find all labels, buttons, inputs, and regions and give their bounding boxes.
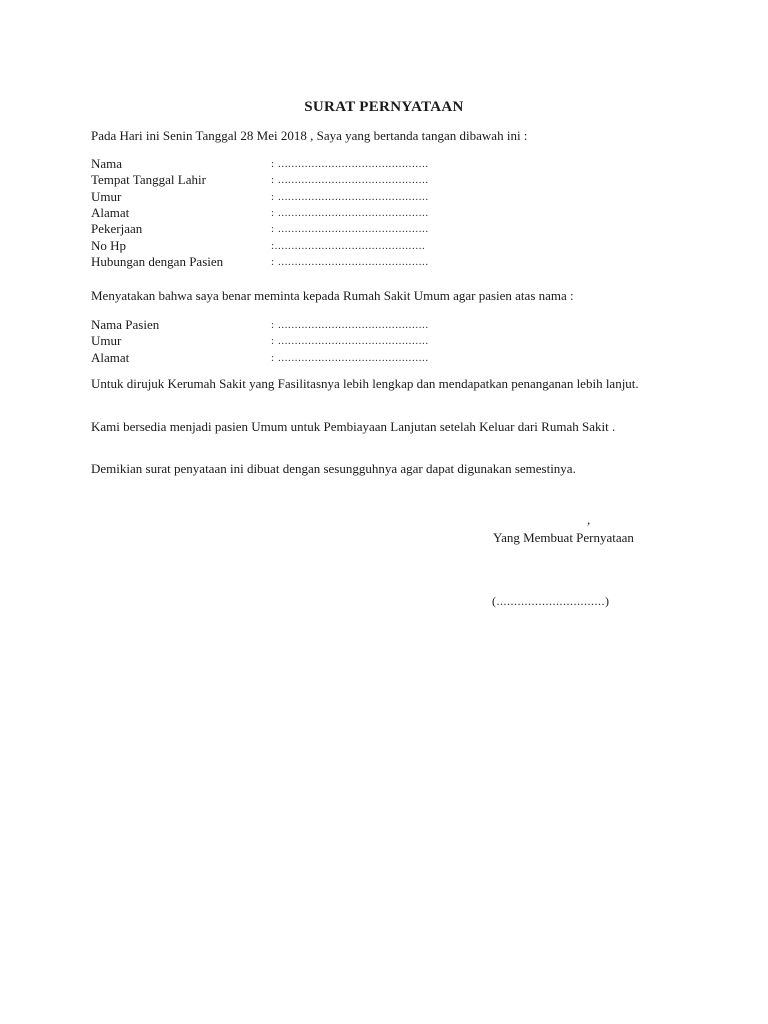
field-blank: : ............................................. — [271, 351, 429, 364]
referral-paragraph: Untuk dirujuk Kerumah Sakit yang Fasilitasnya lebih lengkap dan mendapatkan penanganan lebih lanjut. — [91, 376, 639, 391]
signature-title: Yang Membuat Pernyataan — [493, 530, 634, 545]
field-blank: : ............................................. — [271, 207, 429, 220]
person-field-list — [91, 156, 551, 270]
field-row-alamat-pasien — [91, 350, 551, 366]
field-label: Tempat Tanggal Lahir — [91, 172, 206, 188]
field-label: Nama — [91, 156, 123, 172]
field-row-alamat — [91, 205, 551, 221]
field-row-tempat-tanggal-lahir — [91, 172, 551, 188]
field-row-pekerjaan — [91, 221, 551, 237]
field-label: Umur — [91, 333, 122, 349]
field-row-umur — [91, 189, 551, 205]
intro-paragraph: Pada Hari ini Senin Tanggal 28 Mei 2018 , Saya yang bertanda tangan dibawah ini : — [91, 128, 528, 143]
field-row-hubungan-dengan-pasien — [91, 254, 551, 270]
field-row-umur-pasien — [91, 333, 551, 349]
field-blank: : ............................................. — [271, 174, 429, 187]
field-label: Alamat — [91, 349, 130, 365]
field-label: Pekerjaan — [91, 221, 143, 237]
field-blank: : ............................................. — [271, 223, 429, 236]
field-row-nama — [91, 156, 551, 172]
field-label: Alamat — [91, 205, 130, 221]
signature-place-date: , — [587, 512, 591, 527]
field-blank: : ............................................. — [271, 319, 429, 332]
closing-paragraph: Demikian surat penyataan ini dibuat dengan sesungguhnya agar dapat digunakan semestinya. — [91, 461, 576, 476]
payment-paragraph: Kami bersedia menjadi pasien Umum untuk Pembiayaan Lanjutan setelah Keluar dari Rumah Sakit . — [91, 419, 616, 434]
field-label: No Hp — [91, 237, 127, 253]
field-blank: :............................................. — [271, 239, 426, 252]
field-label: Nama Pasien — [91, 317, 160, 333]
field-blank: : ............................................. — [271, 190, 429, 203]
signature-name-line: (...............................) — [492, 594, 610, 608]
patient-field-list — [91, 317, 551, 366]
field-row-nama-pasien — [91, 317, 551, 333]
field-label: Hubungan dengan Pasien — [91, 253, 224, 269]
field-blank: : ............................................. — [271, 158, 429, 171]
field-label: Umur — [91, 188, 122, 204]
field-blank: : ............................................. — [271, 335, 429, 348]
field-row-no-hp — [91, 237, 551, 253]
document-title: SURAT PERNYATAAN — [304, 99, 464, 115]
field-blank: : ............................................. — [271, 255, 429, 268]
statement-paragraph: Menyatakan bahwa saya benar meminta kepada Rumah Sakit Umum agar pasien atas nama : — [91, 288, 574, 303]
